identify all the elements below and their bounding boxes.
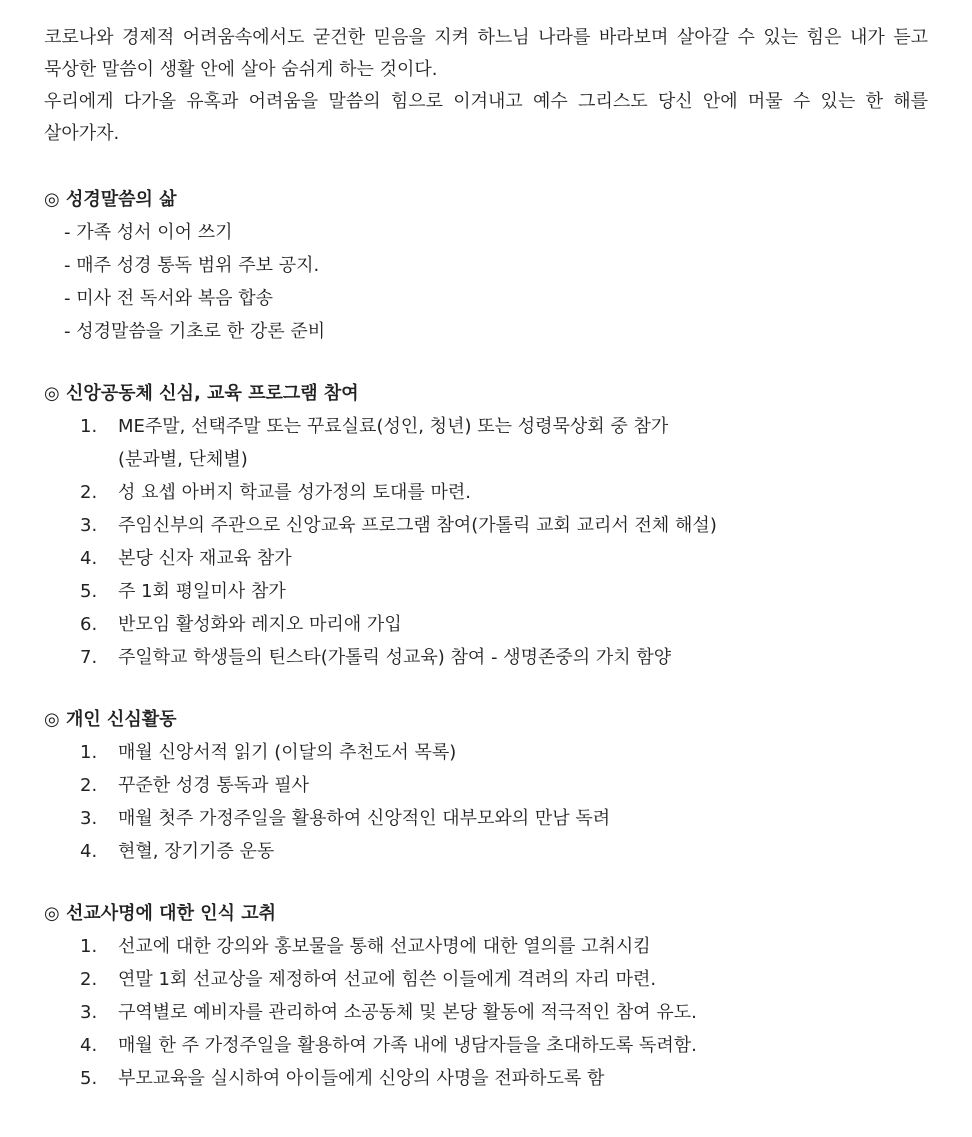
item-text: 연말 1회 선교상을 제정하여 선교에 힘쓴 이들에게 격려의 자리 마련.: [118, 969, 657, 990]
list-item: [44, 996, 928, 1029]
item-number: 2.: [80, 969, 98, 990]
item-number: [44, 443, 118, 476]
list-item: [44, 542, 928, 575]
numbered-list: [44, 736, 928, 868]
list-item: [44, 443, 928, 476]
intro-paragraph-2: 우리에게 다가올 유혹과 어려움을 말씀의 힘으로 이겨내고 예수 그리스도 당신 안에 머물 수 있는 한 해를 살아가자.: [44, 91, 928, 144]
list-item: [44, 641, 928, 674]
item-number: 2.: [80, 775, 98, 796]
list-item: - 미사 전 독서와 복음 합송: [64, 288, 273, 309]
section-title: ◎ 성경말씀의 삶: [44, 189, 177, 210]
list-item: [44, 476, 928, 509]
item-number: 4.: [80, 548, 98, 569]
item-number: 3.: [80, 1002, 98, 1023]
section-title: ◎ 선교사명에 대한 인식 고취: [44, 903, 277, 924]
item-text: 선교에 대한 강의와 홍보물을 통해 선교사명에 대한 열의를 고취시킴: [118, 936, 651, 957]
item-text: 매월 첫주 가정주일을 활용하여 신앙적인 대부모와의 만남 독려: [118, 808, 611, 829]
list-item: [44, 1062, 928, 1095]
list-item: - 매주 성경 통독 범위 주보 공지.: [64, 255, 320, 276]
item-number: 6.: [80, 614, 98, 635]
item-number: 7.: [80, 647, 98, 668]
list-item: [44, 608, 928, 641]
item-text: 주일학교 학생들의 틴스타(가톨릭 성교육) 참여 - 생명존중의 가치 함양: [118, 647, 672, 668]
list-item: [44, 410, 928, 443]
list-item: [44, 963, 928, 996]
section-bible-life: [44, 184, 928, 348]
list-item: [44, 1029, 928, 1062]
list-item: [44, 575, 928, 608]
section-title: ◎ 개인 신심활동: [44, 709, 177, 730]
item-text: (분과별, 단체별): [118, 449, 248, 470]
item-number: 4.: [80, 841, 98, 862]
item-text: 꾸준한 성경 통독과 필사: [118, 775, 310, 796]
dash-list: [44, 216, 928, 348]
item-text: 성 요셉 아버지 학교를 성가정의 토대를 마련.: [118, 482, 472, 503]
item-number: 5.: [80, 581, 98, 602]
item-number: 1.: [80, 416, 98, 437]
numbered-list: [44, 930, 928, 1095]
list-item: [44, 930, 928, 963]
item-number: 1.: [80, 742, 98, 763]
item-number: 4.: [80, 1035, 98, 1056]
item-text: 매월 신앙서적 읽기 (이달의 추천도서 목록): [118, 742, 457, 763]
section-community-education: [44, 378, 928, 674]
item-number: 1.: [80, 936, 98, 957]
item-text: 매월 한 주 가정주일을 활용하여 가족 내에 냉담자들을 초대하도록 독려함.: [118, 1035, 697, 1056]
list-item: - 성경말씀을 기초로 한 강론 준비: [64, 321, 326, 342]
item-text: 본당 신자 재교육 참가: [118, 548, 292, 569]
section-mission-awareness: [44, 898, 928, 1095]
item-text: 반모임 활성화와 레지오 마리애 가입: [118, 614, 402, 635]
item-number: 3.: [80, 515, 98, 536]
item-number: 5.: [80, 1068, 98, 1089]
list-item: [44, 835, 928, 868]
item-text: 현혈, 장기기증 운동: [118, 841, 275, 862]
numbered-list: [44, 410, 928, 674]
item-text: ME주말, 선택주말 또는 꾸료실료(성인, 청년) 또는 성령묵상회 중 참가: [118, 416, 669, 437]
list-item: [44, 509, 928, 542]
item-number: 3.: [80, 808, 98, 829]
intro: [44, 22, 928, 150]
list-item: [44, 802, 928, 835]
list-item: - 가족 성서 이어 쓰기: [64, 222, 233, 243]
list-item: [44, 736, 928, 769]
section-personal-devotion: [44, 704, 928, 868]
item-text: 주 1회 평일미사 참가: [118, 581, 286, 602]
item-text: 구역별로 예비자를 관리하여 소공동체 및 본당 활동에 적극적인 참여 유도.: [118, 1002, 697, 1023]
list-item: [44, 769, 928, 802]
intro-paragraph-1: 코로나와 경제적 어려움속에서도 굳건한 믿음을 지켜 하느님 나라를 바라보며 살아갈 수 있는 힘은 내가 듣고 묵상한 말씀이 생활 안에 살아 숨쉬게 하는 것이다.: [44, 27, 928, 80]
item-text: 부모교육을 실시하여 아이들에게 신앙의 사명을 전파하도록 함: [118, 1068, 605, 1089]
item-number: 2.: [80, 482, 98, 503]
section-title: ◎ 신앙공동체 신심, 교육 프로그램 참여: [44, 383, 359, 404]
item-text: 주임신부의 주관으로 신앙교육 프로그램 참여(가톨릭 교회 교리서 전체 해설): [118, 515, 717, 536]
